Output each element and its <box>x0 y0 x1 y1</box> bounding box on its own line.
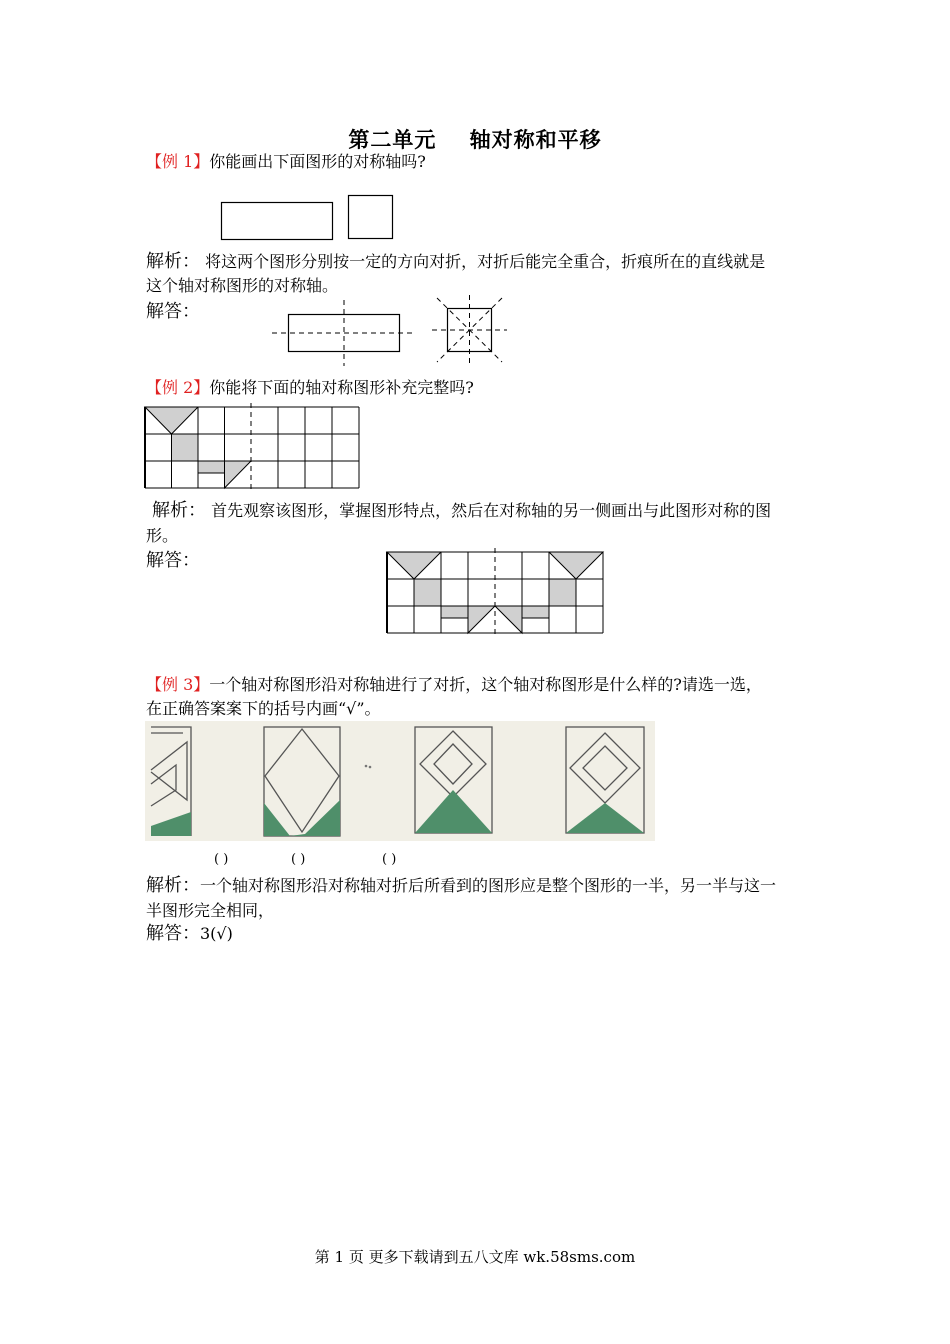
example-2-analysis-line1: 解析： 首先观察该图形，掌握图形特点，然后在对称轴的另一侧画出与此图形对称的图 <box>152 500 772 521</box>
example-3-analysis-line1: 解析：一个轴对称图形沿对称轴对折后所看到的图形应是整个图形的一半，另一半与这一 <box>146 875 777 896</box>
example-2-answer-label: 解答： <box>146 550 200 571</box>
example-2-analysis-line2: 形。 <box>146 526 179 545</box>
example-3-answer-label: 解答： <box>146 923 200 944</box>
example-1-answer-label: 解答： <box>146 301 200 322</box>
example-3-analysis-label: 解析： <box>146 875 200 896</box>
example-2-analysis-label: 解析： <box>152 500 206 521</box>
example-1-analysis-label: 解析： <box>146 251 200 272</box>
example-3-answer <box>146 922 233 946</box>
example-3-answer-value: 3(√) <box>200 924 233 943</box>
option-1-bracket[interactable]: ( ) <box>214 852 229 867</box>
example-1-question-text: 你能画出下面图形的对称轴吗? <box>209 152 426 171</box>
example-3-question-line1: 【例 3】一个轴对称图形沿对称轴进行了对折，这个轴对称图形是什么样的?请选一选， <box>146 675 762 694</box>
example-2-question-text: 你能将下面的轴对称图形补充完整吗? <box>209 378 474 397</box>
example-1-analysis-line1: 解析： 将这两个图形分别按一定的方向对折，对折后能完全重合，折痕所在的直线就是 <box>146 251 766 272</box>
page-footer: 第 1 页 更多下载请到五八文库 wk.58sms.com <box>314 1248 636 1266</box>
example-1-tag: 【例 1】 <box>146 152 210 171</box>
example-1-analysis-line2: 这个轴对称图形的对称轴。 <box>146 276 339 295</box>
example-3-question-line2: 在正确答案案下的括号内画“√”。 <box>146 699 381 718</box>
example-2-tag: 【例 2】 <box>146 378 210 397</box>
example-3-analysis-line2: 半图形完全相同， <box>146 901 275 920</box>
example-3-tag: 【例 3】 <box>146 675 210 694</box>
option-2-bracket[interactable]: ( ) <box>291 852 306 867</box>
page-title: 第二单元 轴对称和平移 <box>348 128 602 152</box>
option-3-bracket[interactable]: ( ) <box>382 852 397 867</box>
